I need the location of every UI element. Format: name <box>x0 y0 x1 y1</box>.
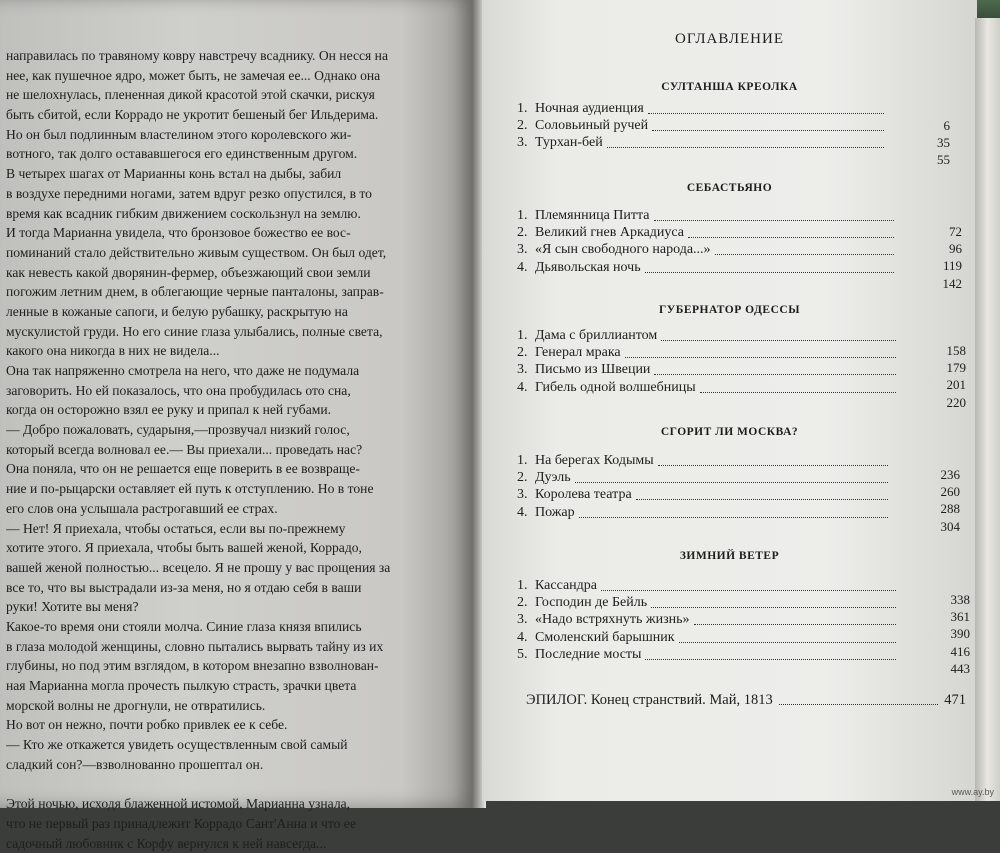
toc-entry <box>517 452 892 470</box>
toc-entry-label: Пожар <box>535 504 575 522</box>
text-line: ная Марианна могла прочесть пылкую страсть, зрачки цвета <box>6 676 458 696</box>
toc-leader-dots <box>648 112 884 114</box>
toc-leader-dots <box>661 339 896 341</box>
text-line: как невесть какой дворянин-фермер, объезжающий свои земли <box>6 263 458 283</box>
text-line: время как всадник гибким движением соскользнул на землю. <box>6 204 458 224</box>
toc-leader-dots <box>645 271 894 273</box>
toc-leader-dots <box>658 464 888 466</box>
toc-entry <box>517 469 892 487</box>
toc-leader-dots <box>688 236 894 238</box>
toc-entry-page: 220 <box>906 395 966 411</box>
text-line: который всегда волновал ее.— Вы приехали... проведать нас? <box>6 440 458 460</box>
toc-entry <box>517 259 898 277</box>
text-line: ние и по-рыцарски оставляет ей путь к отступлению. Но в тоне <box>6 479 458 499</box>
toc-entry <box>517 594 900 612</box>
text-line: садочный любовник с Корфу вернулся к ней навсегда... <box>6 834 458 853</box>
toc-entry-label: Смоленский барышник <box>535 629 675 647</box>
text-line: — Добро пожаловать, сударыня,—прозвучал низкий голос, <box>6 420 458 440</box>
toc-entry-page: 142 <box>902 276 962 292</box>
toc-entry-number: 3. <box>517 486 535 504</box>
toc-entry-page: 288 <box>900 501 960 517</box>
toc-entry <box>517 486 892 504</box>
toc-entry <box>517 117 888 135</box>
toc-title: ОГЛАВЛЕНИЕ <box>482 31 977 48</box>
toc-entry-number: 4. <box>517 504 535 522</box>
text-line: заговорить. Но ей показалось, что она пробудилась ото сна, <box>6 381 458 401</box>
toc-entry-page: 338 <box>910 592 970 608</box>
toc-entry-page: 443 <box>910 661 970 677</box>
toc-entry-label: Кассандра <box>535 577 597 595</box>
toc-part-title: СЕБАСТЬЯНО <box>482 182 977 194</box>
toc-entry-number: 4. <box>517 259 535 277</box>
toc-leader-dots <box>779 703 939 705</box>
toc-leader-dots <box>625 356 896 358</box>
toc-entry <box>517 611 900 629</box>
text-line: Она так напряженно смотрела на него, что даже не подумала <box>6 361 458 381</box>
toc-part-title: ГУБЕРНАТОР ОДЕССЫ <box>482 304 977 316</box>
toc-entry <box>517 344 900 362</box>
text-line: вотного, так долго остававшегося его единственным другом. <box>6 144 458 164</box>
toc-entry-label: Письмо из Швеции <box>535 361 650 379</box>
toc-leader-dots <box>715 253 894 255</box>
toc-entry <box>517 207 898 225</box>
toc-entry-number: 3. <box>517 361 535 379</box>
toc-entry-page: 236 <box>900 467 960 483</box>
toc-entry-label: «Надо встряхнуть жизнь» <box>535 611 690 629</box>
text-line: Какое-то время они стояли молча. Синие глаза князя впились <box>6 617 458 637</box>
text-line: не шелохнулась, плененная дикой красотой этой скачки, рискуя <box>6 85 458 105</box>
toc-part-title: ЗИМНИЙ ВЕТЕР <box>482 550 977 562</box>
toc-entry-number: 2. <box>517 344 535 362</box>
text-line: руки! Хотите вы меня? <box>6 597 458 617</box>
toc-entry-number: 1. <box>517 327 535 345</box>
toc-entry-page: 55 <box>890 152 950 168</box>
text-line: сладкий сон?—взволнованно прошептал он. <box>6 755 458 775</box>
text-line: Но вот он нежно, почти робко привлек ее к себе. <box>6 715 458 735</box>
toc-leader-dots <box>654 219 894 221</box>
toc-leader-dots <box>654 373 896 375</box>
toc-epilog-label: ЭПИЛОГ. Конец странствий. Май, 1813 <box>526 692 773 709</box>
toc-leader-dots <box>579 516 888 518</box>
toc-leader-dots <box>652 129 884 131</box>
toc-leader-dots <box>607 146 884 148</box>
text-line <box>6 774 458 794</box>
toc-entry <box>517 241 898 259</box>
toc-entry-number: 3. <box>517 611 535 629</box>
toc-entry-label: Дьявольская ночь <box>535 259 641 277</box>
toc-entry-label: Ночная аудиенция <box>535 100 644 118</box>
text-line: — Нет! Я приехала, чтобы остаться, если вы по-прежнему <box>6 519 458 539</box>
toc-epilog-page: 471 <box>944 692 966 709</box>
toc-entry-number: 2. <box>517 594 535 612</box>
toc-entry-label: Генерал мрака <box>535 344 621 362</box>
toc-part-title: СУЛТАНША КРЕОЛКА <box>482 81 977 93</box>
toc-entry-page: 390 <box>910 626 970 642</box>
toc-entry <box>517 504 892 522</box>
toc-entry-label: Турхан-бей <box>535 134 603 152</box>
toc-entry-page: 119 <box>902 258 962 274</box>
toc-entry-number: 2. <box>517 224 535 242</box>
toc-leader-dots <box>700 391 896 393</box>
toc-entry-number: 3. <box>517 241 535 259</box>
toc-entry-label: Дама с бриллиантом <box>535 327 657 345</box>
text-line: нее, как пушечное ядро, может быть, не замечая ее... Однако она <box>6 66 458 86</box>
text-line: В четырех шагах от Марианны конь встал на дыбы, забил <box>6 164 458 184</box>
text-line: хотите этого. Я приехала, чтобы быть вашей женой, Коррадо, <box>6 538 458 558</box>
toc-leader-dots <box>679 641 896 643</box>
toc-entry-page: 416 <box>910 644 970 660</box>
text-line: в воздухе передними ногами, затем вдруг резко опустился, в то <box>6 184 458 204</box>
text-line: — Кто же откажется увидеть осуществленным свой самый <box>6 735 458 755</box>
toc-entry-label: Соловьиный ручей <box>535 117 648 135</box>
toc-leader-dots <box>636 498 888 500</box>
text-line: Но он был подлинным властелином этого королевского жи- <box>6 125 458 145</box>
toc-entry-label: Дуэль <box>535 469 571 487</box>
toc-entry <box>517 577 900 595</box>
toc-entry-label: На берегах Кодымы <box>535 452 654 470</box>
text-line: все то, что вы выстрадали из-за меня, но я отдаю себя в ваши <box>6 578 458 598</box>
left-page-text <box>0 46 458 853</box>
toc-entry-page: 6 <box>890 118 950 134</box>
toc-entry-label: Великий гнев Аркадиуса <box>535 224 684 242</box>
toc-leader-dots <box>601 589 896 591</box>
toc-entry-number: 3. <box>517 134 535 152</box>
toc-entry-label: «Я сын свободного народа...» <box>535 241 711 259</box>
toc-entry-number: 4. <box>517 379 535 397</box>
toc-entry-number: 1. <box>517 577 535 595</box>
toc-entry-page: 201 <box>906 377 966 393</box>
toc-entry-page: 35 <box>890 135 950 151</box>
text-line: И тогда Марианна увидела, что бронзовое божество ее вос- <box>6 223 458 243</box>
toc-entry-number: 1. <box>517 100 535 118</box>
toc-entry-label: Королева театра <box>535 486 632 504</box>
text-line: когда он осторожно взял ее руку и припал к ней губами. <box>6 400 458 420</box>
toc-entry <box>517 361 900 379</box>
toc-entry-number: 2. <box>517 117 535 135</box>
toc-entry <box>517 327 900 345</box>
text-line: какого она никогда в них не видела... <box>6 341 458 361</box>
toc-leader-dots <box>694 623 897 625</box>
toc-entry-page: 260 <box>900 484 960 500</box>
toc-entry-label: Племянница Питта <box>535 207 650 225</box>
text-line: погожим летним днем, в облегающие черные панталоны, заправ- <box>6 282 458 302</box>
text-line: глубины, но под этим взглядом, в котором внезапно взволнован- <box>6 656 458 676</box>
toc-entry <box>517 134 888 152</box>
text-line: ленные в кожаные сапоги, и белую рубашку, раскрытую на <box>6 302 458 322</box>
toc-entry <box>517 100 888 118</box>
text-line: Она поняла, что он не решается еще поверить в ее возвраще- <box>6 459 458 479</box>
toc-entry <box>517 224 898 242</box>
text-line: поминаний стало действительно живым существом. Он был одет, <box>6 243 458 263</box>
toc-part-title: СГОРИТ ЛИ МОСКВА? <box>482 426 977 438</box>
toc-entry-page: 158 <box>906 343 966 359</box>
text-line: что не первый раз принадлежит Коррадо Сант'Анна и что ее <box>6 814 458 834</box>
toc-entry-page: 361 <box>910 609 970 625</box>
toc-leader-dots <box>645 658 896 660</box>
text-line: его слов она услышала растрогавший ее страх. <box>6 499 458 519</box>
toc-leader-dots <box>651 606 896 608</box>
toc-entry-label: Гибель одной волшебницы <box>535 379 696 397</box>
toc-entry-page: 179 <box>906 360 966 376</box>
toc-entry-number: 1. <box>517 207 535 225</box>
text-line: вашей женой полностью... всецело. Я не прошу у вас прощения за <box>6 558 458 578</box>
toc-entry <box>517 646 900 664</box>
text-line: направилась по травяному ковру навстречу всаднику. Он несся на <box>6 46 458 66</box>
text-line: в глаза молодой женщины, словно пытались вырвать тайну из их <box>6 637 458 657</box>
book-page-edges <box>975 18 1000 801</box>
toc-epilog <box>526 692 966 709</box>
toc-entry-number: 1. <box>517 452 535 470</box>
toc-entry-label: Последние мосты <box>535 646 641 664</box>
toc-entry-number: 2. <box>517 469 535 487</box>
toc-entry-number: 5. <box>517 646 535 664</box>
toc-entry-page: 96 <box>902 241 962 257</box>
toc-entry-page: 304 <box>900 519 960 535</box>
text-line: быть сбитой, если Коррадо не укротит бешеный бег Ильдерима. <box>6 105 458 125</box>
toc-entry-number: 4. <box>517 629 535 647</box>
toc-entry <box>517 629 900 647</box>
toc-entry <box>517 379 900 397</box>
watermark: www.ay.by <box>952 787 994 797</box>
text-line: Этой ночью, исходя блаженной истомой, Марианна узнала, <box>6 794 458 814</box>
toc-entry-label: Господин де Бейль <box>535 594 647 612</box>
toc-leader-dots <box>575 481 888 483</box>
text-line: морской волны не дрогнули, не отвратились. <box>6 696 458 716</box>
text-line: мускулистой груди. Но его синие глаза улыбались, полные света, <box>6 322 458 342</box>
toc-entry-page: 72 <box>902 224 962 240</box>
